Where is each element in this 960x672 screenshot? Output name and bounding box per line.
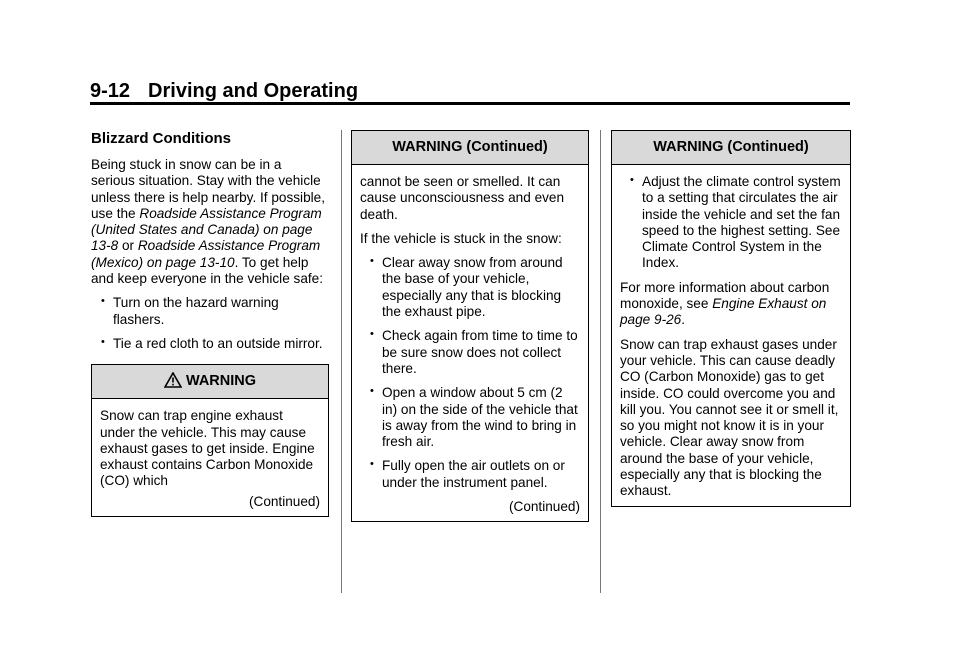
column-2 (351, 130, 589, 522)
list-item: • Check again from time to time to be sure snow does not collect there. (360, 328, 580, 377)
warning-header: WARNING (Continued) (352, 131, 588, 165)
engine-exhaust-link[interactable]: Engine Exhaust on page 9-26 (620, 296, 827, 328)
info-text: For more information about carbon monoxide, see (620, 279, 830, 312)
warning-body (612, 165, 850, 506)
safety-list (91, 295, 329, 352)
snow-steps-list (360, 255, 580, 491)
list-item: • Tie a red cloth to an outside mirror. (91, 336, 329, 352)
warning-header (92, 365, 328, 399)
warning-box (91, 364, 329, 517)
list-item: • Open a window about 5 cm (2 in) on the side of the vehicle that is away from the wind to bring in fresh air. (360, 385, 580, 450)
list-item: • Turn on the hazard warning flashers. (91, 295, 329, 328)
warning-paragraph: If the vehicle is stuck in the snow: (360, 230, 562, 246)
column-3 (611, 130, 851, 507)
continued-label: (Continued) (508, 499, 580, 515)
continued-label: (Continued) (248, 493, 320, 509)
warning-body (92, 399, 328, 516)
list-item: • Clear away snow from around the base of your vehicle, especially any that is blocking the exhaust pipe. (360, 255, 580, 320)
warning-header: WARNING (Continued) (612, 131, 850, 165)
page-number: 9-12 (90, 80, 131, 102)
section-title: Driving and Operating (148, 80, 359, 102)
header-rule (90, 102, 850, 105)
warning-paragraph: cannot be seen or smelled. It can cause unconsciousness and even death. (360, 174, 565, 222)
column-divider-right (600, 130, 601, 593)
warning-body (352, 165, 588, 521)
section-heading: Blizzard Conditions (91, 130, 231, 147)
warning-text: Snow can trap engine exhaust under the vehicle. This may cause exhaust gases to get inside. Engine exhaust contains Carbon Monoxide (CO) which (100, 408, 315, 489)
intro-text: Being stuck in snow can be in a serious situation. Stay with the vehicle unless there is help nearby. If possible, use the (91, 157, 325, 221)
roadside-us-link[interactable]: Roadside Assistance Program (United States and Canada) on page 13-8 (91, 205, 322, 254)
warning-box-continued (611, 130, 851, 507)
intro-end: . To get help and keep everyone in the vehicle safe: (91, 254, 324, 287)
intro-or: or (118, 238, 138, 254)
snow-warning-paragraph: Snow can trap exhaust gases under your vehicle. This can cause deadly CO (Carbon Monoxide) gas to get inside. CO could overcome you and kill you. You cannot see it or smell it, so you might not know it is in your vehicle. Clear away snow from around the base of your vehicle, especially any that is blocking the exhaust. (620, 336, 839, 499)
column-divider-left (341, 130, 342, 593)
intro-paragraph (91, 157, 329, 287)
column-1 (91, 126, 329, 517)
warning-triangle-icon (164, 368, 182, 401)
warning-title: WARNING (185, 373, 257, 390)
list-item: • Adjust the climate control system to a setting that circulates the air inside the vehicle and set the fan speed to the highest setting. See Climate Control System in the Index. (620, 174, 842, 272)
warning-box-continued (351, 130, 589, 522)
page-header (90, 80, 358, 103)
climate-list (620, 174, 842, 272)
info-end: . (681, 312, 686, 328)
info-paragraph (620, 280, 842, 329)
roadside-mexico-link[interactable]: Roadside Assistance Program (Mexico) on page 13-10 (91, 238, 321, 270)
list-item: • Fully open the air outlets on or under the instrument panel. (360, 458, 580, 491)
